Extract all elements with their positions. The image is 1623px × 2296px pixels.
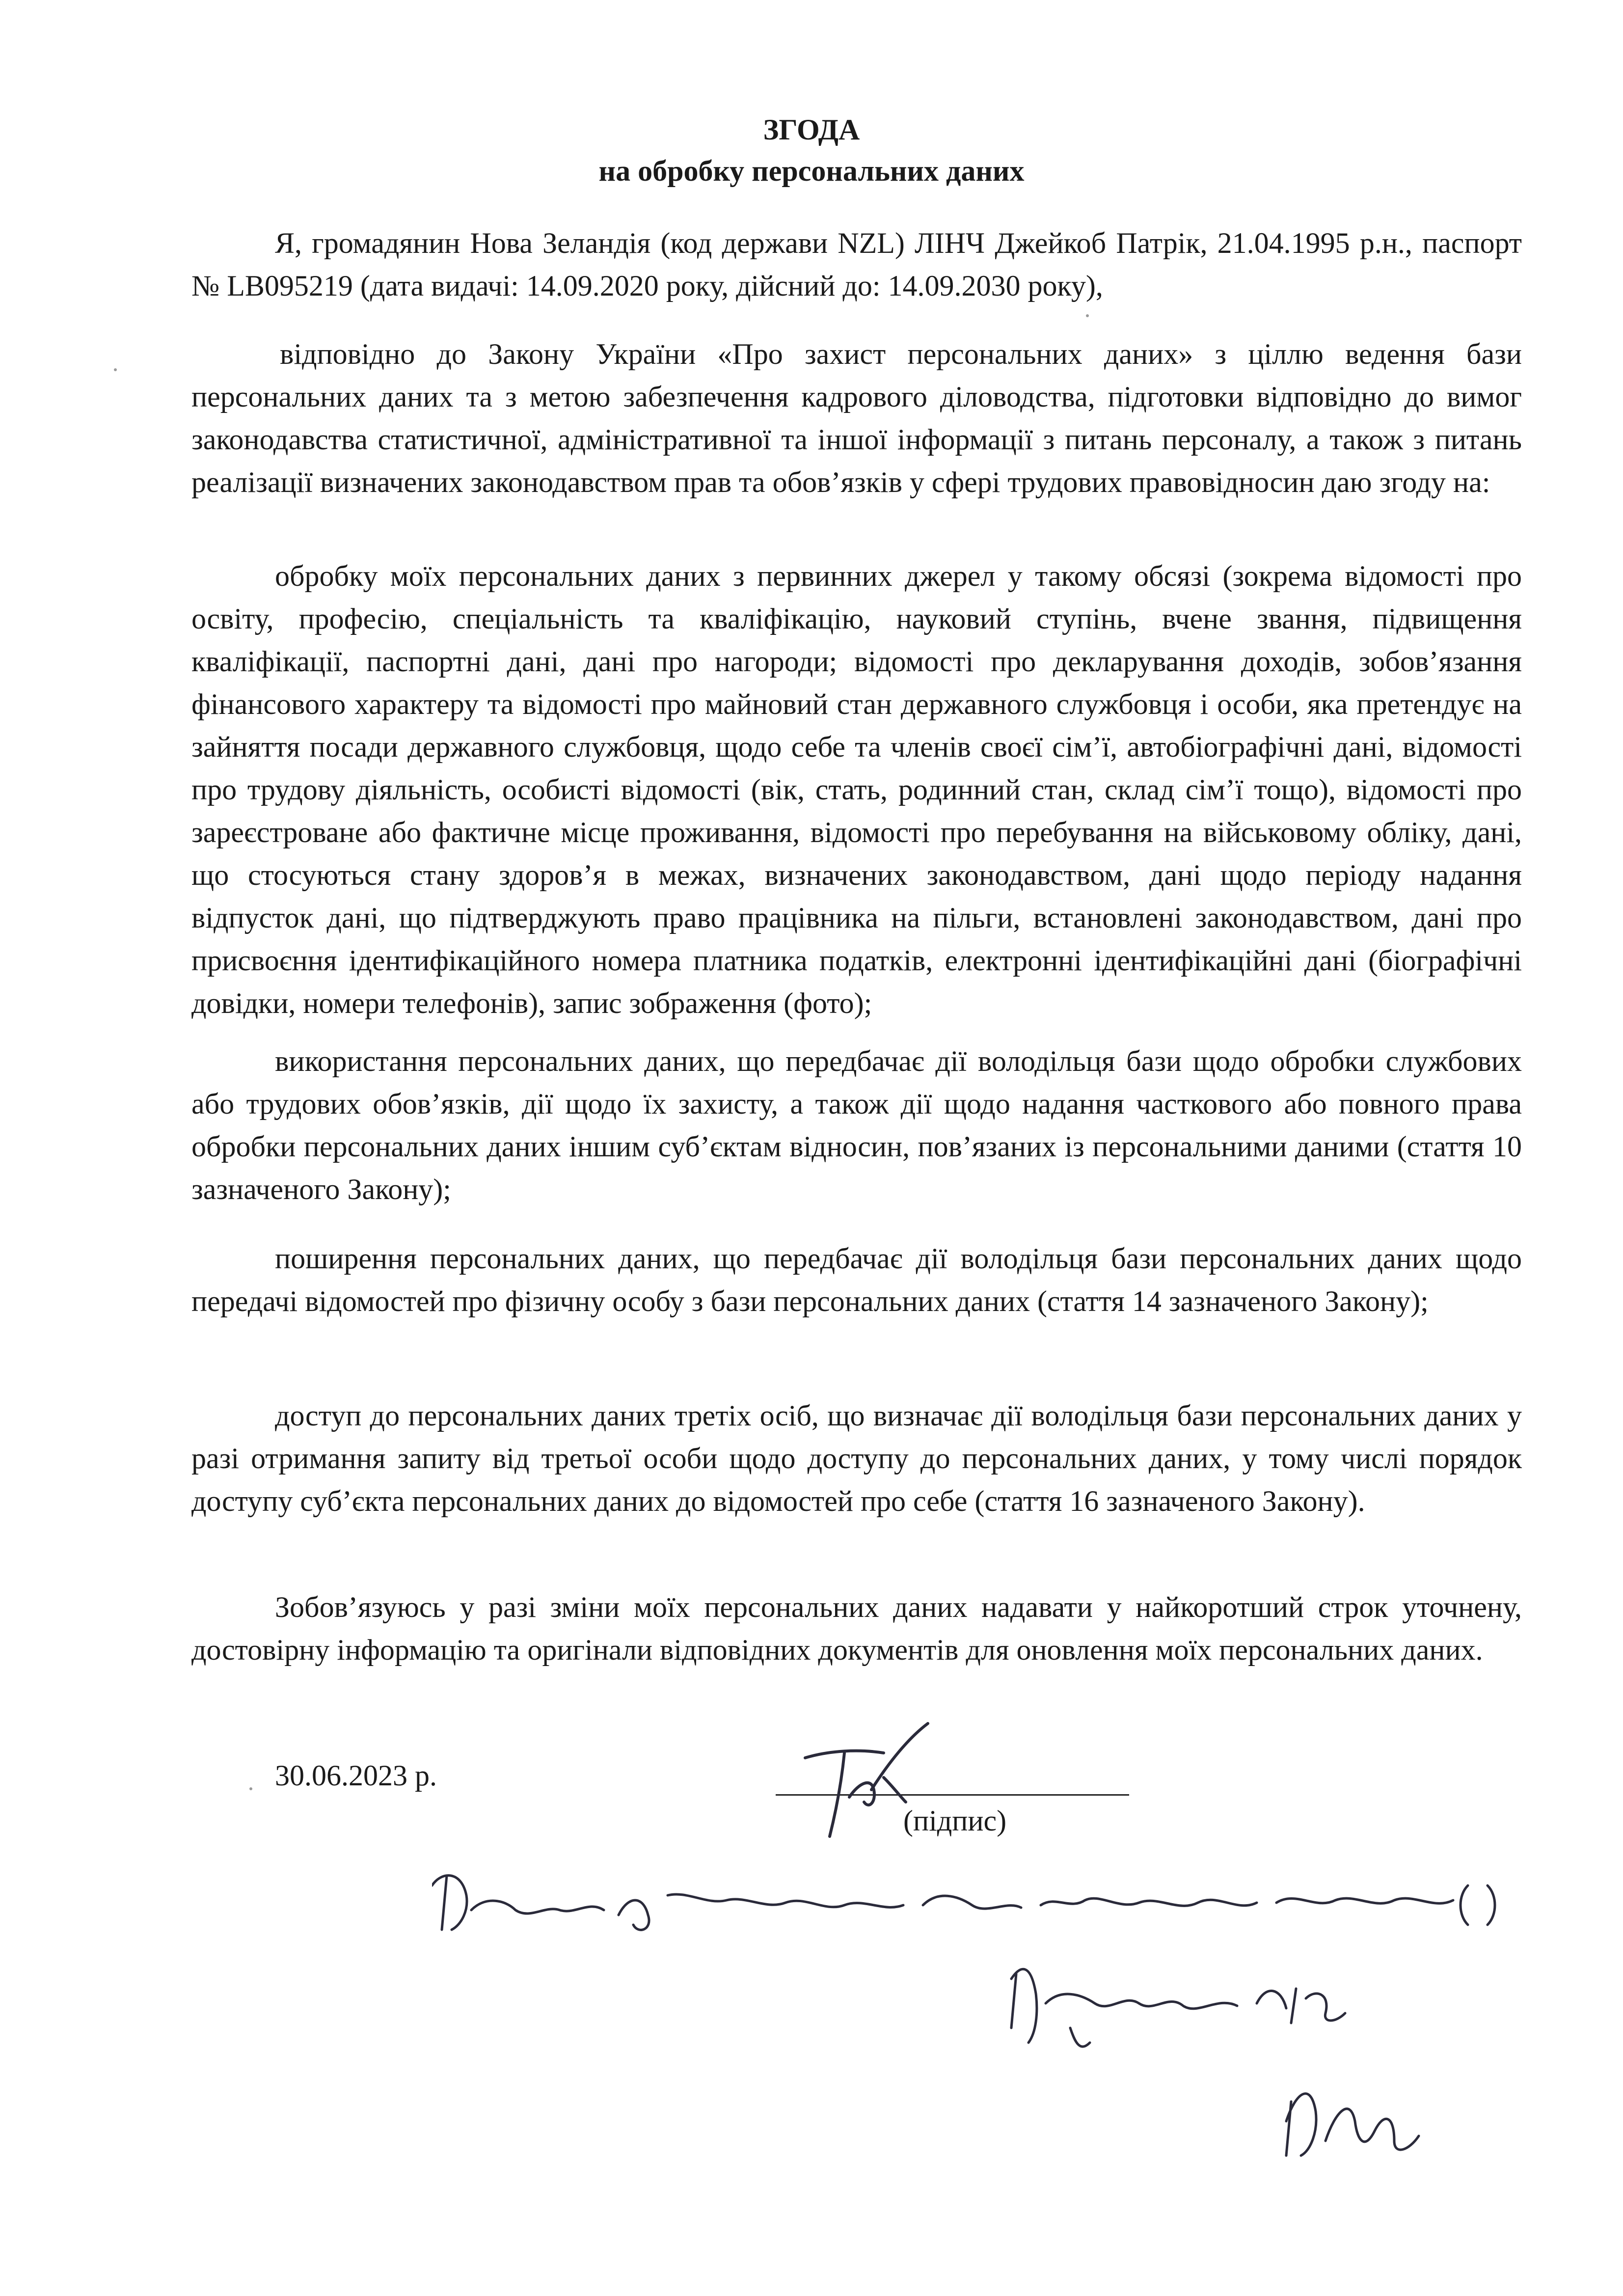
paragraph-spread: поширення персональних даних, що передбачає дії володільця бази персональних даних щодо передачі відомостей про фізичну особу з бази персональних даних (стаття 14 зазначеного Закону);: [191, 1242, 1522, 1317]
paragraph-processing: обробку моїх персональних даних з первинних джерел у такому обсязі (зокрема відомості про освіту, професію, спеціальність та кваліфікацію, науковий ступінь, вчене звання, підвищення кваліфікації, паспортні дані, дані про нагороди; відомості про декларування доходів, зобов’язання фінансового характеру та відомості про майновий стан державного службовця і особи, яка претендує на зайняття посади державного службовця, щодо себе та членів своєї сім’ї, автобіографічні дані, відомості про трудову діяльність, особисті відомості (вік, стать, родинний стан, склад сім’ї тощо), відомості про зареєстроване або фактичне місце проживання, відомості про перебування на військовому обліку, дані, що стосуються стану здоров’я в межах, визначених законодавством, дані щодо періоду надання відпусток дані, що підтверджують право працівника на пільги, встановлені законодавством, дані про присвоєння ідентифікаційного номера платника податків, електронні ідентифікаційні дані (біографічні довідки, номери телефонів), запис зображення (фото);: [191, 560, 1522, 1019]
signature-image: [785, 1704, 962, 1851]
signature-caption: (підпис): [903, 1804, 1007, 1837]
scan-speck: [114, 368, 117, 371]
paragraph-obligation: Зобов’язуюсь у разі зміни моїх персональних даних надавати у найкоротший строк уточнену, достовірну інформацію та оригінали відповідних документів для оновлення моїх персональних даних.: [191, 1591, 1522, 1666]
paragraph-use: використання персональних даних, що передбачає дії володільця бази щодо обробки службових або трудових обов’язків, дії щодо їх захисту, а також дії щодо надання часткового або повного права обробки персональних даних іншим суб’єктам відносин, пов’язаних із персональними даними (стаття 10 зазначеного Закону);: [191, 1045, 1522, 1205]
paragraph-law: відповідно до Закону України «Про захист персональних даних» з ціллю ведення бази персональних даних та з метою забезпечення кадрового діловодства, підготовки відповідно до вимог законодавства статистичної, адміністративної та іншої інформації з питань персоналу, а також з питань реалізації визначених законодавством прав та обов’язків у сфері трудових правовідносин даю згоду на:: [191, 338, 1522, 498]
handwritten-translation-note: [432, 1866, 1532, 2180]
document-subtitle: на обробку персональних даних: [598, 155, 1025, 187]
document-title: ЗГОДА: [763, 113, 860, 146]
scan-speck: [249, 1787, 252, 1790]
paragraph-intro: Я, громадянин Нова Зеландія (код держави NZL) ЛІНЧ Джейкоб Патрік, 21.04.1995 р.н., паспорт № LB095219 (дата видачі: 14.09.2020 року, дійсний до: 14.09.2030 року),: [191, 227, 1522, 302]
document-date: 30.06.2023 р.: [275, 1759, 437, 1792]
paragraph-access: доступ до персональних даних третіх осіб, що визначає дії володільця бази персональних даних у разі отримання запиту від третьої особи щодо доступу до персональних даних, у тому числі порядок доступу суб’єкта персональних даних до відомостей про себе (стаття 16 зазначеного Закону).: [191, 1399, 1522, 1517]
scan-speck: [1086, 314, 1089, 317]
